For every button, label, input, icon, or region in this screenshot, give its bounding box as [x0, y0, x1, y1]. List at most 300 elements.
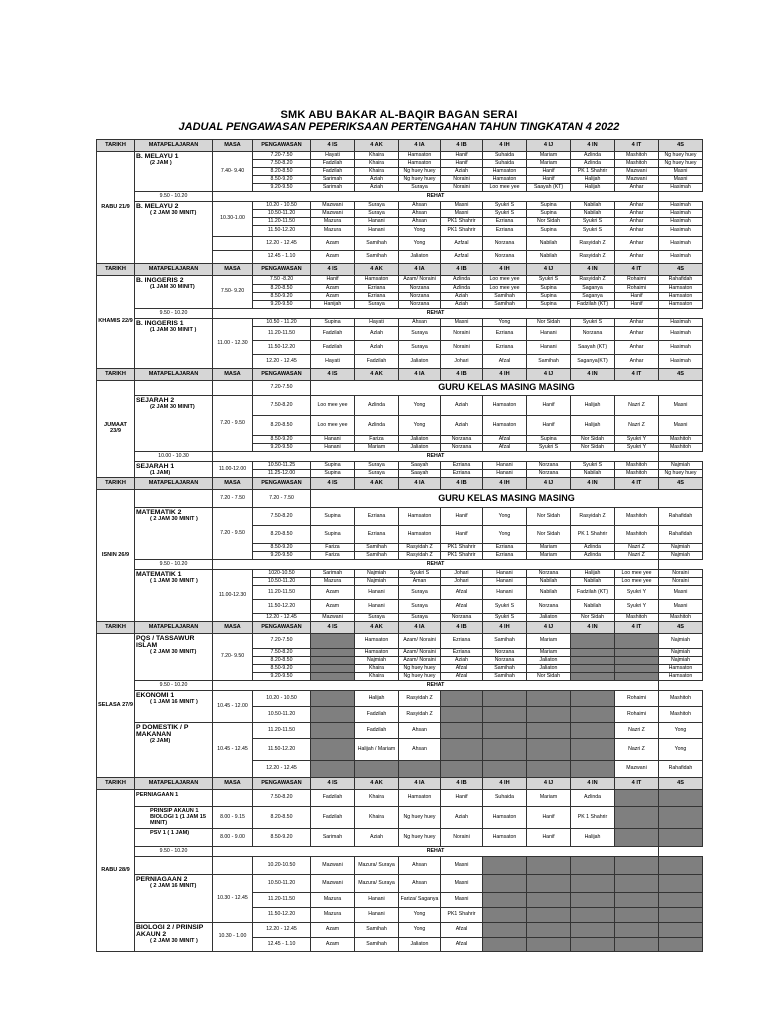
- invigilator-cell: Loo mee yee: [615, 578, 659, 586]
- unused-cell: [311, 761, 355, 778]
- slot-time-cell: 8.20-8.50: [253, 168, 311, 176]
- column-header: 4 IH: [483, 622, 527, 634]
- invigilator-cell: Hanif: [441, 790, 483, 807]
- break-cell: REHAT: [213, 309, 659, 319]
- unused-cell: [311, 691, 355, 707]
- subject-duration: (2 JAM ): [150, 160, 172, 167]
- subject-cell: [135, 202, 213, 264]
- subject-name: PERNIAGAAN 2: [136, 876, 188, 883]
- invigilator-cell: Mazwani: [311, 614, 355, 622]
- date-cell: RABU 28/9: [97, 790, 135, 952]
- invigilator-cell: Loo mee yee: [615, 570, 659, 578]
- column-header: TARIKH: [97, 140, 135, 152]
- invigilator-cell: Hanif: [441, 152, 483, 160]
- invigilator-cell: Aziah: [441, 301, 483, 309]
- subject-cell: [135, 829, 213, 847]
- invigilator-cell: Azlah: [355, 341, 399, 355]
- invigilator-cell: Masni: [441, 893, 483, 908]
- invigilator-cell: Mazura: [311, 908, 355, 923]
- unused-cell: [659, 938, 703, 952]
- invigilator-cell: Azlinda: [571, 152, 615, 160]
- schedule-row: [97, 847, 703, 857]
- invigilator-cell: Saganya: [571, 293, 615, 301]
- subject-duration: PSV 1 ( 1 JAM): [150, 830, 190, 836]
- invigilator-cell: Azlinda: [571, 160, 615, 168]
- unused-cell: [311, 649, 355, 657]
- column-header: 4 IJ: [527, 778, 571, 790]
- slot-time-cell: 9.20-9.50: [253, 184, 311, 192]
- invigilator-cell: Aziah: [441, 168, 483, 176]
- invigilator-cell: Nor Sidah: [527, 218, 571, 226]
- invigilator-cell: Suhaida: [483, 152, 527, 160]
- column-header: 4 IJ: [527, 622, 571, 634]
- column-header: 4 IJ: [527, 140, 571, 152]
- column-header: 4 IA: [399, 778, 441, 790]
- invigilator-cell: Hanani: [355, 893, 399, 908]
- break-cell: REHAT: [213, 560, 659, 570]
- time-range-cell: 11.00-12.30: [213, 570, 253, 622]
- invigilator-cell: Ng huey huey: [659, 152, 703, 160]
- invigilator-cell: Sarimah: [311, 184, 355, 192]
- invigilator-cell: Hamsaton: [483, 829, 527, 847]
- invigilator-cell: Azam: [311, 293, 355, 301]
- invigilator-cell: Supina: [527, 436, 571, 444]
- unused-cell: [527, 893, 571, 908]
- invigilator-cell: Masni: [659, 586, 703, 600]
- invigilator-cell: Najmiah: [355, 570, 399, 578]
- unused-cell: [571, 691, 615, 707]
- time-range-cell: 7.20 - 9.50: [213, 396, 253, 452]
- invigilator-cell: Rahafidah: [659, 526, 703, 544]
- invigilator-cell: Hanani: [355, 586, 399, 600]
- invigilator-cell: Nabilah: [527, 251, 571, 264]
- slot-time-cell: 9.20-9.50: [253, 444, 311, 452]
- invigilator-cell: Fadzilah: [311, 160, 355, 168]
- unused-cell: [659, 908, 703, 923]
- invigilator-cell: Azam/ Noraini: [399, 634, 441, 649]
- slot-time-cell: 11.50-12.20: [253, 739, 311, 761]
- invigilator-cell: Azam: [311, 600, 355, 614]
- invigilator-cell: Aziah: [355, 176, 399, 184]
- invigilator-cell: Hasimah: [659, 237, 703, 251]
- invigilator-cell: Hasimah: [659, 327, 703, 341]
- column-header: 4 IT: [615, 778, 659, 790]
- date-cell: JUMAAT 23/9: [97, 381, 135, 478]
- invigilator-cell: Ng huey huey: [659, 470, 703, 478]
- time-range-cell: [213, 857, 253, 875]
- slot-time-cell: 10.50-11.20: [253, 578, 311, 586]
- schedule-row: [97, 319, 703, 327]
- invigilator-cell: Nabilah: [571, 600, 615, 614]
- invigilator-cell: Halijah: [355, 691, 399, 707]
- time-range-cell: 7.50- 9.20: [213, 276, 253, 309]
- invigilator-cell: Khaira: [355, 665, 399, 673]
- invigilator-cell: Hasimah: [659, 355, 703, 369]
- invigilator-cell: Samihah: [483, 301, 527, 309]
- invigilator-cell: Masni: [441, 202, 483, 210]
- invigilator-cell: Syukri S: [571, 226, 615, 237]
- invigilator-cell: Loo mee yee: [483, 276, 527, 285]
- invigilator-cell: Hanani: [355, 908, 399, 923]
- unused-cell: [483, 923, 527, 938]
- invigilator-cell: Azam/ Noraini: [399, 657, 441, 665]
- subject-cell: [135, 691, 213, 723]
- invigilator-cell: Azam: [311, 285, 355, 293]
- unused-cell: [615, 790, 659, 807]
- schedule-row: [97, 508, 703, 526]
- invigilator-cell: Norzana: [527, 570, 571, 578]
- time-range-cell: 8.00 - 9.15: [213, 807, 253, 829]
- time-range-cell: 10.30 - 1.00: [213, 923, 253, 952]
- invigilator-cell: Azlinda: [355, 416, 399, 436]
- column-header: 4 IH: [483, 369, 527, 381]
- time-range-cell: [213, 237, 253, 251]
- homeroom-teacher-note: GURU KELAS MASING MASING: [311, 490, 703, 508]
- invigilator-cell: Suraya: [355, 470, 399, 478]
- unused-cell: [659, 923, 703, 938]
- column-header: 4 IH: [483, 778, 527, 790]
- unused-cell: [483, 739, 527, 761]
- invigilator-cell: Norzana: [483, 237, 527, 251]
- invigilator-cell: Azlinda: [571, 790, 615, 807]
- slot-time-cell: 8.50-9.20: [253, 176, 311, 184]
- invigilator-cell: Azlinda: [441, 276, 483, 285]
- invigilator-cell: Fadzilah: [355, 723, 399, 739]
- invigilator-cell: Nazri Z: [615, 723, 659, 739]
- invigilator-cell: Mashitoh: [615, 152, 659, 160]
- unused-cell: [659, 829, 703, 847]
- header-row: [97, 264, 703, 276]
- date-cell: RABU 21/9: [97, 152, 135, 264]
- invigilator-cell: Fadzilah (KT): [571, 586, 615, 600]
- invigilator-cell: Jaliaton: [527, 614, 571, 622]
- slot-time-cell: 9.20-9.50: [253, 552, 311, 560]
- time-range-cell: 9.50 - 10.20: [135, 192, 213, 202]
- slot-time-cell: 11.20-11.50: [253, 723, 311, 739]
- date-cell: ISNIN 26/9: [97, 490, 135, 622]
- invigilator-cell: Anhar: [615, 226, 659, 237]
- slot-time-cell: 12.20 - 12.45: [253, 761, 311, 778]
- column-header: TARIKH: [97, 778, 135, 790]
- column-header: 4 IS: [311, 369, 355, 381]
- time-range-cell: 7.40- 9.40: [213, 152, 253, 192]
- unused-cell: [571, 657, 615, 665]
- invigilator-cell: Mazura/ Suraya: [355, 857, 399, 875]
- column-header: 4 IB: [441, 478, 483, 490]
- column-header: PENGAWASAN: [253, 622, 311, 634]
- invigilator-cell: Hanif: [527, 176, 571, 184]
- time-range-cell: 11.00 - 12.30: [213, 319, 253, 369]
- invigilator-cell: Mazwani: [615, 168, 659, 176]
- slot-time-cell: 8.50-9.20: [253, 293, 311, 301]
- subject-duration: PRINSIP AKAUN 1 BIOLOGI 1 (1 JAM 15 MINIT): [150, 808, 206, 827]
- invigilator-cell: Khaira: [355, 160, 399, 168]
- time-range-cell: 9.50 - 10.20: [135, 681, 213, 691]
- unused-cell: [527, 938, 571, 952]
- slot-time-cell: 10.20-10.50: [253, 857, 311, 875]
- invigilator-cell: Hanif: [615, 301, 659, 309]
- column-header: 4 AK: [355, 369, 399, 381]
- invigilator-cell: Samihah: [355, 552, 399, 560]
- invigilator-cell: Rasyidah Z: [399, 707, 441, 723]
- invigilator-cell: Anhar: [615, 327, 659, 341]
- unused-cell: [615, 673, 659, 681]
- invigilator-cell: Johari: [441, 578, 483, 586]
- invigilator-cell: Mazura: [311, 893, 355, 908]
- invigilator-cell: Hasimah: [659, 218, 703, 226]
- column-header: 4 IT: [615, 140, 659, 152]
- invigilator-cell: Aman: [399, 578, 441, 586]
- subject-name: MATEMATIK 1: [136, 571, 182, 578]
- unused-cell: [311, 657, 355, 665]
- unused-cell: [483, 707, 527, 723]
- subject-name: MATEMATIK 2: [136, 509, 182, 516]
- invigilator-cell: Ezriana: [355, 526, 399, 544]
- slot-time-cell: 12.20 - 12.45: [253, 237, 311, 251]
- invigilator-cell: Nabilah: [527, 237, 571, 251]
- invigilator-cell: Supina: [527, 226, 571, 237]
- invigilator-cell: Yong: [399, 226, 441, 237]
- invigilator-cell: Fadzilah: [311, 790, 355, 807]
- schedule-row: [97, 634, 703, 649]
- invigilator-cell: Azlinda: [441, 285, 483, 293]
- invigilator-cell: Loo mee yee: [311, 416, 355, 436]
- invigilator-cell: Syukri S: [483, 210, 527, 218]
- schedule-row: [97, 857, 703, 875]
- unused-cell: [571, 634, 615, 649]
- invigilator-cell: Ahsan: [399, 739, 441, 761]
- invigilator-cell: Saganya: [571, 285, 615, 293]
- unused-cell: [659, 857, 703, 875]
- invigilator-cell: Masni: [659, 176, 703, 184]
- column-header: MATAPELAJARAN: [135, 478, 213, 490]
- unused-cell: [441, 723, 483, 739]
- time-range-cell: 9.50 - 10.20: [135, 309, 213, 319]
- column-header: 4 IS: [311, 622, 355, 634]
- invigilator-cell: Hanif: [527, 807, 571, 829]
- invigilator-cell: Khaira: [355, 168, 399, 176]
- slot-time-cell: 12.45 - 1.10: [253, 251, 311, 264]
- slot-time-cell: 10.50-11.20: [253, 210, 311, 218]
- invigilator-cell: Hasimah: [659, 184, 703, 192]
- unused-cell: [527, 691, 571, 707]
- invigilator-cell: Azam: [311, 237, 355, 251]
- invigilator-cell: Nor Sidah: [571, 436, 615, 444]
- invigilator-cell: Saayah: [399, 470, 441, 478]
- time-range-cell: 11.00-12.00: [213, 462, 253, 478]
- invigilator-cell: Mazwani: [311, 857, 355, 875]
- invigilator-cell: Hanijah: [311, 301, 355, 309]
- invigilator-cell: Mashitoh: [615, 526, 659, 544]
- unused-cell: [571, 938, 615, 952]
- subject-duration: (1 JAM 30 MINIT): [150, 284, 195, 291]
- subject-cell: [135, 396, 213, 452]
- column-header: 4 IS: [311, 778, 355, 790]
- invigilator-cell: Johari: [441, 355, 483, 369]
- slot-time-cell: 12.20 - 12.45: [253, 355, 311, 369]
- column-header: 4 AK: [355, 778, 399, 790]
- invigilator-cell: Hasimah: [659, 210, 703, 218]
- subject-name: PERNIAGAAN 1: [136, 792, 179, 798]
- time-range-cell: 10.45 - 12.45: [213, 723, 253, 778]
- slot-time-cell: 7.20-7.50: [253, 381, 311, 396]
- unused-cell: [615, 893, 659, 908]
- schedule-row: [97, 829, 703, 847]
- invigilator-cell: Hasimah: [659, 251, 703, 264]
- schedule-row: [97, 691, 703, 707]
- invigilator-cell: Anhar: [615, 184, 659, 192]
- invigilator-cell: Suraya: [355, 462, 399, 470]
- invigilator-cell: PK1 Shahrir: [441, 544, 483, 552]
- time-range-cell: 7.20 - 9.50: [213, 508, 253, 560]
- invigilator-cell: Rasyidah Z: [571, 251, 615, 264]
- unused-cell: [527, 723, 571, 739]
- invigilator-cell: Ezriana: [483, 544, 527, 552]
- invigilator-cell: Syukri S: [399, 570, 441, 578]
- unused-cell: [571, 761, 615, 778]
- invigilator-cell: Masni: [659, 416, 703, 436]
- unused-cell: [483, 908, 527, 923]
- invigilator-cell: PK 1 Shahrir: [571, 526, 615, 544]
- schedule-row: [97, 152, 703, 160]
- invigilator-cell: Supina: [311, 462, 355, 470]
- column-header: 4S: [659, 140, 703, 152]
- invigilator-cell: Mashitoh: [615, 160, 659, 168]
- invigilator-cell: Ahsan: [399, 319, 441, 327]
- invigilator-cell: Syukri Y: [615, 586, 659, 600]
- column-header: 4 IB: [441, 778, 483, 790]
- date-cell: SELASA 27/9: [97, 634, 135, 778]
- slot-time-cell: 11.50-12.20: [253, 226, 311, 237]
- column-header: 4 IA: [399, 369, 441, 381]
- slot-time-cell: 8.50-9.20: [253, 436, 311, 444]
- invigilator-cell: Norzana: [399, 285, 441, 293]
- subject-name: SEJARAH 2: [136, 397, 175, 404]
- invigilator-cell: Norzana: [527, 462, 571, 470]
- invigilator-cell: Samihah: [355, 938, 399, 952]
- column-header: 4 IN: [571, 369, 615, 381]
- column-header: MATAPELAJARAN: [135, 622, 213, 634]
- column-header: 4 IA: [399, 140, 441, 152]
- invigilator-cell: Yong: [483, 508, 527, 526]
- subject-cell: [135, 462, 213, 478]
- invigilator-cell: Najmiah: [355, 657, 399, 665]
- invigilator-cell: Azam/ Noraini: [399, 649, 441, 657]
- invigilator-cell: Syukri S: [483, 614, 527, 622]
- invigilator-cell: Azlinda: [571, 552, 615, 560]
- invigilator-cell: Loo mee yee: [483, 184, 527, 192]
- invigilator-cell: Jaliaton: [527, 657, 571, 665]
- schedule-row: [97, 192, 703, 202]
- invigilator-cell: Syukri Y: [615, 436, 659, 444]
- invigilator-cell: Syukri S: [527, 276, 571, 285]
- invigilator-cell: Supina: [527, 293, 571, 301]
- invigilator-cell: Anhar: [615, 319, 659, 327]
- invigilator-cell: Yong: [399, 237, 441, 251]
- slot-time-cell: 9.20-9.50: [253, 301, 311, 309]
- unused-cell: [571, 673, 615, 681]
- header-row: [97, 622, 703, 634]
- subject-duration: ( 2 JAM 16 MINIT): [150, 883, 197, 890]
- column-header: 4 IN: [571, 478, 615, 490]
- invigilator-cell: Ng huey huey: [659, 160, 703, 168]
- invigilator-cell: Suraya: [399, 184, 441, 192]
- invigilator-cell: Rohaimi: [615, 691, 659, 707]
- invigilator-cell: Hamsaton: [659, 285, 703, 293]
- subject-cell: [135, 490, 213, 508]
- slot-time-cell: 8.20-8.50: [253, 285, 311, 293]
- column-header: MASA: [213, 622, 253, 634]
- invigilator-cell: Hayati: [355, 319, 399, 327]
- unused-cell: [483, 938, 527, 952]
- subject-name: B. INGGERIS 1: [136, 320, 184, 327]
- invigilator-cell: Saayah (KT): [571, 341, 615, 355]
- invigilator-cell: Hamsaton: [355, 634, 399, 649]
- slot-time-cell: 7.50 -8.20: [253, 276, 311, 285]
- invigilator-cell: Fariza: [355, 436, 399, 444]
- date-cell: KHAMIS 22/9: [97, 276, 135, 369]
- slot-time-cell: 12.20 - 12.45: [253, 614, 311, 622]
- subject-duration: ( 1 JAM 16 MINIT ): [150, 699, 198, 706]
- slot-time-cell: 8.50-9.20: [253, 829, 311, 847]
- invigilator-cell: Yong: [399, 923, 441, 938]
- invigilator-cell: Syukri Y: [615, 600, 659, 614]
- slot-time-cell: 9.20-9.50: [253, 673, 311, 681]
- unused-cell: [571, 649, 615, 657]
- invigilator-cell: Norzana: [441, 436, 483, 444]
- invigilator-cell: Noraini: [441, 176, 483, 184]
- column-header: 4 IN: [571, 264, 615, 276]
- invigilator-cell: Ezriana: [483, 552, 527, 560]
- time-range-cell: 8.00 - 9.00: [213, 829, 253, 847]
- invigilator-cell: Jaliaton: [399, 938, 441, 952]
- invigilator-cell: Nor Sidah: [527, 673, 571, 681]
- unused-cell: [311, 665, 355, 673]
- invigilator-cell: Samihah: [355, 544, 399, 552]
- invigilator-cell: Hanif: [527, 168, 571, 176]
- invigilator-cell: Masni: [659, 168, 703, 176]
- invigilator-cell: Yong: [659, 723, 703, 739]
- unused-cell: [527, 761, 571, 778]
- slot-time-cell: 10.20 - 10.50: [253, 202, 311, 210]
- invigilator-cell: Loo mee yee: [311, 396, 355, 416]
- invigilator-cell: Hanif: [311, 276, 355, 285]
- column-header: MATAPELAJARAN: [135, 778, 213, 790]
- slot-time-cell: 10.50-11.20: [253, 707, 311, 723]
- invigilator-cell: Azam: [311, 923, 355, 938]
- unused-cell: [399, 761, 441, 778]
- invigilator-cell: Sarimah: [311, 829, 355, 847]
- unused-cell: [527, 908, 571, 923]
- subject-duration: (1 JAM): [150, 470, 171, 477]
- invigilator-cell: Najmiah: [659, 634, 703, 649]
- invigilator-cell: Ezriana: [483, 226, 527, 237]
- invigilator-cell: Mazura/ Suraya: [355, 875, 399, 893]
- invigilator-cell: Hamsaton: [659, 665, 703, 673]
- unused-cell: [615, 807, 659, 829]
- invigilator-cell: Hanif: [527, 416, 571, 436]
- invigilator-cell: Nabilah: [571, 210, 615, 218]
- invigilator-cell: Hanif: [441, 526, 483, 544]
- invigilator-cell: Norzana: [527, 470, 571, 478]
- column-header: 4 IH: [483, 140, 527, 152]
- invigilator-cell: Rahafidah: [659, 276, 703, 285]
- invigilator-cell: Ahsan: [399, 210, 441, 218]
- invigilator-cell: PK 1 Shahrir: [571, 807, 615, 829]
- invigilator-cell: Afzal: [441, 938, 483, 952]
- invigilator-cell: Hanif: [441, 160, 483, 168]
- invigilator-cell: Hanani: [483, 470, 527, 478]
